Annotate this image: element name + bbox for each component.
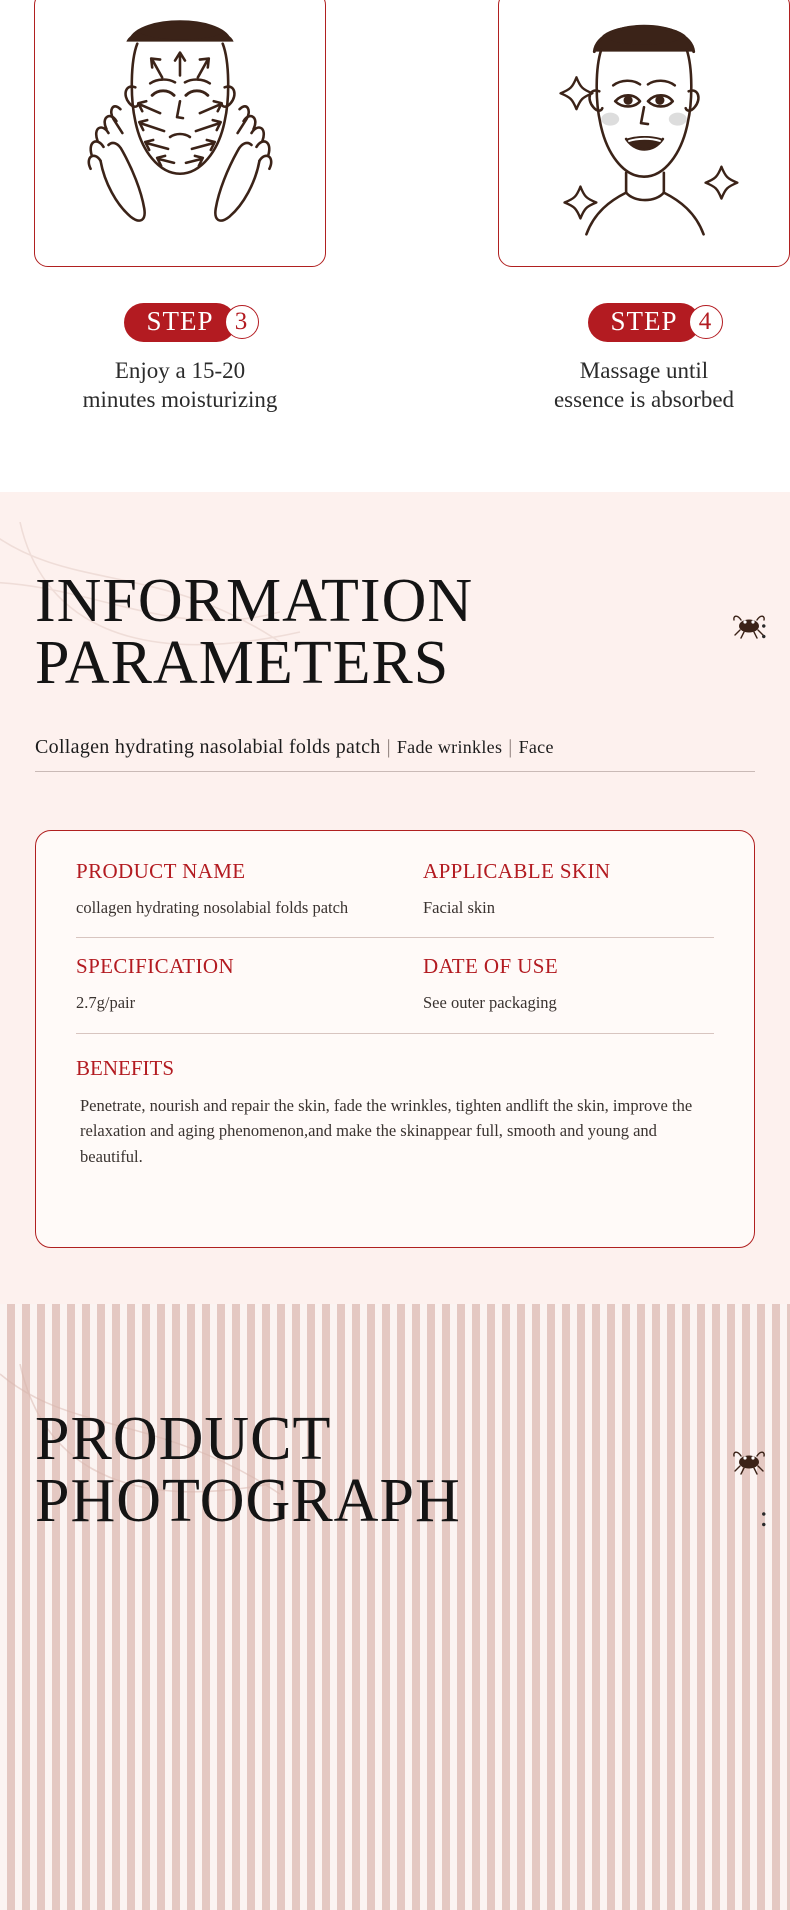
glowing-face-sparkles-icon [499,0,789,266]
step-badge-text-3: STEP [146,306,214,336]
specification-value: 2.7g/pair [76,993,136,1013]
information-subline-part2: Fade wrinkles [396,737,503,757]
date-of-use-label: DATE OF USE [423,954,559,979]
information-title-line2: PARAMETERS [35,629,450,697]
product-photograph-title [35,1405,461,1535]
step-caption-3 [34,356,326,415]
step-card-3 [34,0,326,267]
applicable-skin-value: Facial skin [423,898,495,917]
information-parameters-section [0,492,790,1304]
product-photograph-title-mark: : [759,1500,770,1533]
crab-icon-2 [728,1446,770,1476]
information-subline-part1: Collagen hydrating nasolabial folds patch [35,736,381,758]
step-label-4 [498,303,790,415]
benefits-value: Penetrate, nourish and repair the skin, fade the wrinkles, tighten andlift the skin, improve the relaxation and aging phenomenon,and make the skinappear full, smooth and young and beautiful. [80,1095,693,1166]
information-subline-part3: Face [518,737,554,757]
information-title [35,567,474,697]
product-name-label: PRODUCT NAME [76,859,246,883]
information-subline-sep2: | [508,736,513,758]
specification-row-1 [76,859,714,938]
stripe-background [0,1304,790,1910]
specification-label: SPECIFICATION [76,954,235,979]
step-number-4: 4 [689,305,723,339]
date-of-use-value: See outer packaging [423,993,557,1013]
information-title-mark: : [759,612,770,645]
applicable-skin-label: APPLICABLE SKIN [423,859,611,883]
step-caption-3-line1: Enjoy a 15-20 [114,358,246,383]
information-title-line1: INFORMATION [35,567,474,635]
benefits-field [76,1050,714,1170]
specification-grid [76,859,714,1170]
step-badge-4 [588,303,713,342]
step-card-4 [498,0,790,267]
face-massage-arrows-icon [35,0,325,266]
specification-card [35,830,755,1248]
product-name-field [76,859,395,919]
product-photograph-title-line1: PRODUCT [35,1405,332,1473]
specification-row-2 [76,954,714,1033]
applicable-skin-field [395,859,714,919]
benefits-label: BENEFITS [76,1055,175,1080]
product-photograph-title-line2: PHOTOGRAPH [35,1467,461,1535]
step-badge-text-4: STEP [610,306,678,336]
date-of-use-field [395,954,714,1014]
step-badge-3 [124,303,249,342]
step-caption-3-line2: minutes moisturizing [82,387,278,413]
step-caption-4-line2: essence is absorbed [553,387,735,413]
information-subline [35,736,755,772]
step-caption-4-line1: Massage until [579,358,709,383]
product-photograph-section [0,1304,790,1910]
step-label-3 [34,303,326,415]
product-name-value: collagen hydrating nosolabial folds patch [76,898,349,917]
specification-field [76,954,395,1014]
information-subline-sep1: | [386,736,391,758]
steps-section [0,0,790,492]
step-number-3: 3 [225,305,259,339]
step-caption-4 [498,356,790,415]
